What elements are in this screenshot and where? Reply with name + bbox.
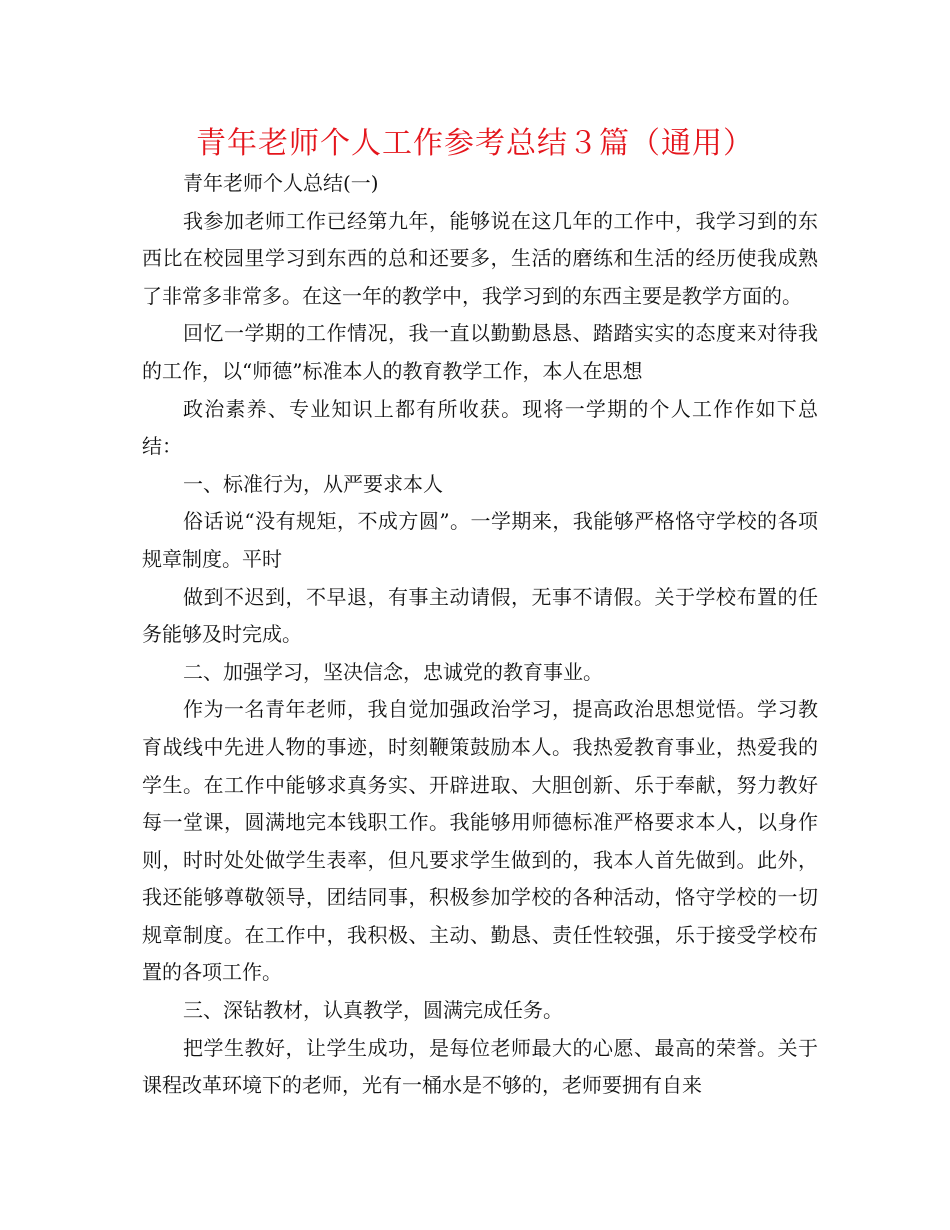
body-paragraph: 三、深钻教材，认真教学，圆满完成任务。 (183, 998, 563, 1023)
body-paragraph: 政治素养、专业知识上都有所收获。现将一学期的个人工作作如下总结： (142, 396, 818, 459)
body-paragraph: 做到不迟到，不早退，有事主动请假，无事不请假。关于学校布置的任务能够及时完成。 (142, 584, 818, 647)
body-paragraph: 作为一名青年老师，我自觉加强政治学习，提高政治思想觉悟。学习教育战线中先进人物的事迹，时刻鞭策鼓励本人。我热爱教育事业，热爱我的学生。在工作中能够求真务实、开辟进取、大胆创新、乐于奉献，努力教好每一堂课，圆满地完本钱职工作。我能够用师德标准严格要求本人，以身作则，时时处处做学生表率，但凡要求学生做到的，我本人首先做到。此外，我还能够尊敬领导，团结同事，积极参加学校的各种活动，恪守学校的一切规章制度。在工作中，我积极、主动、勤恳、责任性较强，乐于接受学校布置的各项工作。 (142, 697, 818, 985)
body-paragraph: 青年老师个人总结(一) (183, 171, 379, 195)
body-paragraph: 把学生教好，让学生成功，是每位老师最大的心愿、最高的荣誉。关于课程改革环境下的老师，光有一桶水是不够的，老师要拥有自来 (142, 1035, 818, 1098)
document-body (142, 165, 818, 1105)
document-title: 青年老师个人工作参考总结３篇（通用） (196, 126, 754, 161)
body-paragraph: 回忆一学期的工作情况，我一直以勤勤恳恳、踏踏实实的态度来对待我的工作，以“师德”标准本人的教育教学工作，本人在思想 (142, 321, 818, 383)
body-paragraph: 一、标准行为，从严要求本人 (183, 471, 443, 496)
body-paragraph: 我参加老师工作已经第九年，能够说在这几年的工作中，我学习到的东西比在校园里学习到东西的总和还要多，生活的磨练和生活的经历使我成熟了非常多非常多。在这一年的教学中，我学习到的东西主要是教学方面的。 (142, 208, 818, 308)
body-paragraph: 俗话说“没有规矩，不成方圆”。一学期来，我能够严格恪守学校的各项规章制度。平时 (142, 509, 818, 571)
body-paragraph: 二、加强学习，坚决信念，忠诚党的教育事业。 (183, 659, 603, 684)
